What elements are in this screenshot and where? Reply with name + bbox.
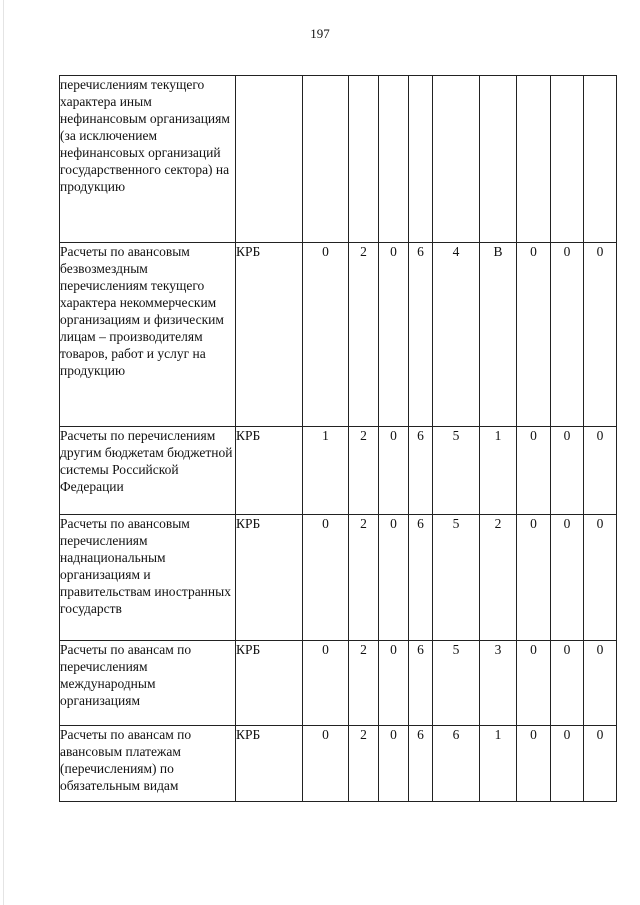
code-digit-cell bbox=[379, 76, 409, 243]
table-row bbox=[60, 243, 617, 427]
code-digit-cell bbox=[433, 76, 480, 243]
code-digit-cell: 0 bbox=[303, 515, 349, 641]
accounts-table bbox=[59, 75, 617, 802]
code-digit-cell: 2 bbox=[349, 243, 379, 427]
code-digit-cell bbox=[517, 76, 551, 243]
code-digit-cell: 0 bbox=[584, 243, 617, 427]
code-digit-cell: 6 bbox=[409, 427, 433, 515]
code-digit-cell: 0 bbox=[584, 427, 617, 515]
code-digit-cell: 2 bbox=[349, 726, 379, 802]
code-digit-cell: 0 bbox=[551, 427, 584, 515]
code-digit-cell bbox=[349, 76, 379, 243]
table-row bbox=[60, 726, 617, 802]
code-digit-cell: 0 bbox=[517, 641, 551, 726]
code-digit-cell: 0 bbox=[517, 427, 551, 515]
table-row bbox=[60, 641, 617, 726]
code-digit-cell: 0 bbox=[379, 726, 409, 802]
code-digit-cell: 1 bbox=[303, 427, 349, 515]
code-digit-cell bbox=[303, 76, 349, 243]
code-digit-cell: 1 bbox=[480, 427, 517, 515]
code-digit-cell: 0 bbox=[551, 726, 584, 802]
code-digit-cell: 0 bbox=[584, 641, 617, 726]
row-description: Расчеты по авансовым перечислениям наднациональным организациям и правительствам иностранных государств bbox=[60, 515, 236, 641]
row-description: перечислениям текущего характера иным нефинансовым организациям (за исключением нефинансовых организаций государственного сектора) на продукцию bbox=[60, 76, 236, 243]
table-row bbox=[60, 427, 617, 515]
page-number: 197 bbox=[310, 26, 330, 41]
row-kind-code: КРБ bbox=[236, 243, 303, 427]
code-digit-cell: 0 bbox=[303, 726, 349, 802]
code-digit-cell: 6 bbox=[409, 515, 433, 641]
row-kind-code: КРБ bbox=[236, 427, 303, 515]
code-digit-cell: 0 bbox=[517, 243, 551, 427]
scan-edge-line bbox=[3, 0, 4, 905]
code-digit-cell: 3 bbox=[480, 641, 517, 726]
row-description: Расчеты по авансовым безвозмездным перечислениям текущего характера некоммерческим организациям и физическим лицам – производителям товаров, работ и услуг на продукцию bbox=[60, 243, 236, 427]
code-digit-cell bbox=[584, 76, 617, 243]
code-digit-cell: 0 bbox=[517, 726, 551, 802]
code-digit-cell: 0 bbox=[379, 243, 409, 427]
code-digit-cell: 0 bbox=[551, 243, 584, 427]
code-digit-cell: 0 bbox=[584, 515, 617, 641]
code-digit-cell: 6 bbox=[409, 726, 433, 802]
code-digit-cell: 0 bbox=[584, 726, 617, 802]
code-digit-cell: 5 bbox=[433, 515, 480, 641]
code-digit-cell bbox=[551, 76, 584, 243]
code-digit-cell: 0 bbox=[517, 515, 551, 641]
row-description: Расчеты по авансам по авансовым платежам (перечислениям) по обязательным видам bbox=[60, 726, 236, 802]
row-kind-code: КРБ bbox=[236, 641, 303, 726]
code-digit-cell bbox=[409, 76, 433, 243]
code-digit-cell: 1 bbox=[480, 726, 517, 802]
code-digit-cell: 4 bbox=[433, 243, 480, 427]
code-digit-cell: 2 bbox=[349, 427, 379, 515]
table-row bbox=[60, 76, 617, 243]
code-digit-cell: 0 bbox=[303, 641, 349, 726]
code-digit-cell: 5 bbox=[433, 641, 480, 726]
row-kind-code: КРБ bbox=[236, 726, 303, 802]
table-row bbox=[60, 515, 617, 641]
code-digit-cell: 0 bbox=[551, 641, 584, 726]
row-description: Расчеты по перечислениям другим бюджетам бюджетной системы Российской Федерации bbox=[60, 427, 236, 515]
row-kind-code: КРБ bbox=[236, 515, 303, 641]
code-digit-cell bbox=[480, 76, 517, 243]
code-digit-cell: В bbox=[480, 243, 517, 427]
code-digit-cell: 6 bbox=[433, 726, 480, 802]
code-digit-cell: 2 bbox=[480, 515, 517, 641]
row-kind-code bbox=[236, 76, 303, 243]
code-digit-cell: 0 bbox=[379, 427, 409, 515]
code-digit-cell: 2 bbox=[349, 515, 379, 641]
code-digit-cell: 0 bbox=[379, 515, 409, 641]
code-digit-cell: 0 bbox=[551, 515, 584, 641]
code-digit-cell: 6 bbox=[409, 243, 433, 427]
row-description: Расчеты по авансам по перечислениям международным организациям bbox=[60, 641, 236, 726]
code-digit-cell: 5 bbox=[433, 427, 480, 515]
code-digit-cell: 0 bbox=[379, 641, 409, 726]
code-digit-cell: 2 bbox=[349, 641, 379, 726]
code-digit-cell: 6 bbox=[409, 641, 433, 726]
code-digit-cell: 0 bbox=[303, 243, 349, 427]
